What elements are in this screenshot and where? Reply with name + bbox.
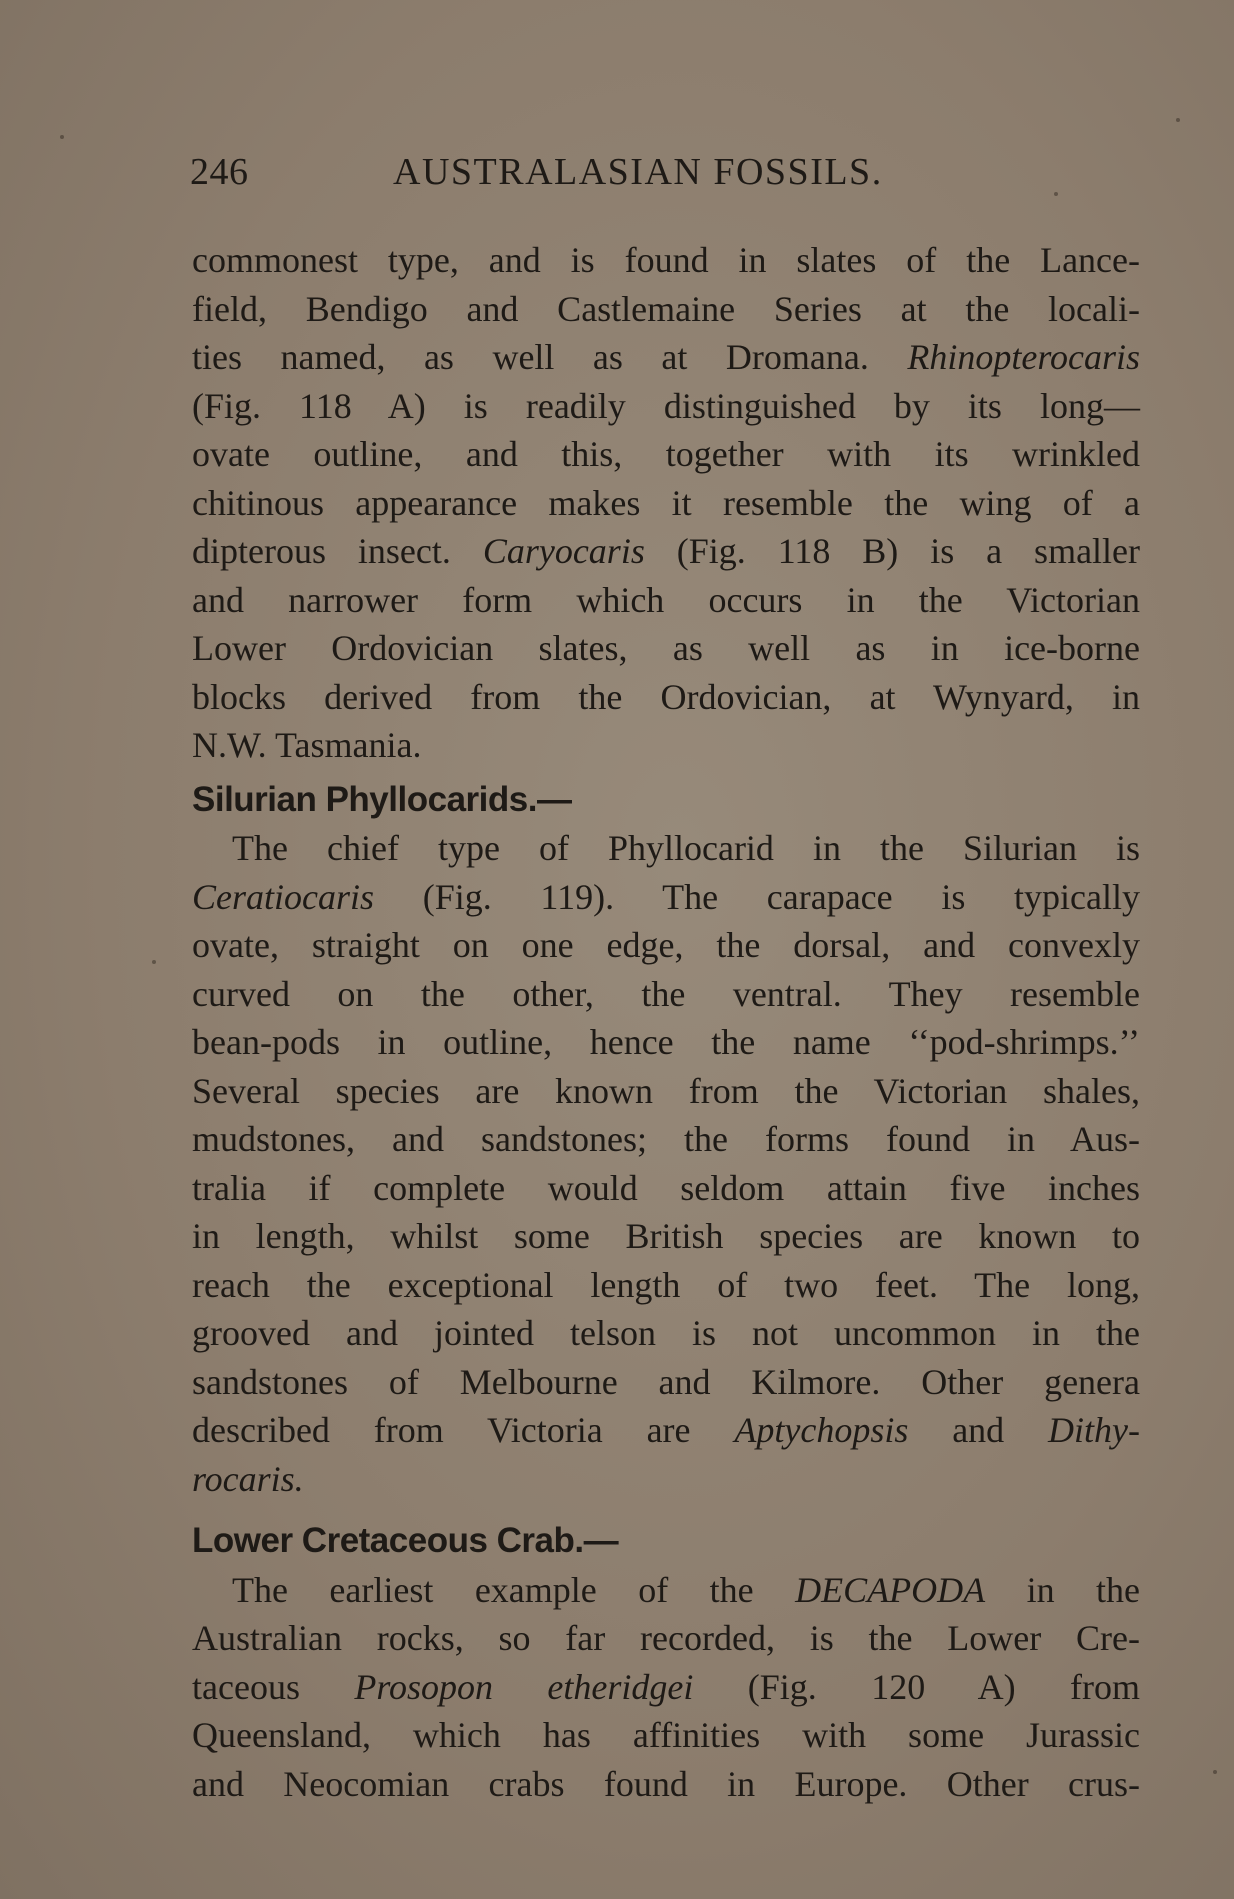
text-line: The earliest example of the DECAPODA in the xyxy=(232,1569,1141,1610)
text-line: ties named, as well as at Dromana. Rhinopterocaris xyxy=(192,337,1140,377)
genus-name: Aptychopsis xyxy=(734,1410,909,1450)
genus-name: Rhinopterocaris xyxy=(907,337,1140,377)
text-line: and narrower form which occurs in the Victorian xyxy=(192,579,1140,620)
order-name: DECAPODA xyxy=(795,1569,986,1610)
paper-speck xyxy=(152,960,156,964)
text-line: commonest type, and is found in slates of the Lance- xyxy=(192,240,1140,280)
paper-speck xyxy=(1176,118,1180,122)
text-line xyxy=(192,1455,1140,1504)
section-heading-cretaceous: Lower Cretaceous Crab.— xyxy=(192,1521,619,1560)
text-line: in length, whilst some British species are known to xyxy=(192,1216,1140,1256)
text-line: blocks derived from the Ordovician, at Wynyard, in xyxy=(192,676,1140,717)
genus-name: Dithy- xyxy=(1048,1410,1140,1450)
genus-name: Caryocaris xyxy=(482,531,645,571)
genus-name: Ceratiocaris xyxy=(192,876,375,917)
text-line: reach the exceptional length of two feet. The long, xyxy=(192,1264,1140,1305)
text-line: ovate, straight on one edge, the dorsal, and convexly xyxy=(192,925,1140,965)
text-line: grooved and jointed telson is not uncommon in the xyxy=(192,1313,1140,1353)
page-number: 246 xyxy=(190,151,249,193)
text-line: N.W. Tasmania. xyxy=(192,725,422,765)
genus-name: rocaris. xyxy=(192,1458,304,1499)
text-line: chitinous appearance makes it resemble the wing of a xyxy=(192,482,1140,523)
text-line: taceous Prosopon etheridgei (Fig. 120 A) from xyxy=(192,1666,1140,1707)
text-line: Ceratiocaris (Fig. 119). The carapace is typically xyxy=(192,876,1141,917)
text-line: Lower Ordovician slates, as well as in ice-borne xyxy=(192,628,1140,668)
text-line: Queensland, which has affinities with some Jurassic xyxy=(192,1715,1140,1755)
species-name: Prosopon etheridgei xyxy=(354,1666,694,1707)
text-line: Australian rocks, so far recorded, is the Lower Cre- xyxy=(192,1618,1140,1658)
page-header xyxy=(190,150,1150,200)
page-body xyxy=(192,236,1140,1808)
text-line: (Fig. 118 A) is readily distinguished by its long— xyxy=(192,385,1140,426)
text-line: ovate outline, and this, together with its wrinkled xyxy=(192,434,1140,474)
running-title: AUSTRALASIAN FOSSILS. xyxy=(393,151,883,193)
text-line: and Neocomian crabs found in Europe. Other crus- xyxy=(192,1763,1140,1804)
text-line: described from Victoria are Aptychopsis and Dithy- xyxy=(192,1410,1140,1450)
text-line: Several species are known from the Victorian shales, xyxy=(192,1070,1140,1111)
paper-speck xyxy=(1213,1770,1217,1774)
text-line: bean-pods in outline, hence the name ‘‘pod-shrimps.’’ xyxy=(192,1022,1140,1062)
text-line: dipterous insect. Caryocaris (Fig. 118 B) is a smaller xyxy=(192,531,1141,571)
text-line: tralia if complete would seldom attain five inches xyxy=(192,1167,1140,1208)
text-line: sandstones of Melbourne and Kilmore. Other genera xyxy=(192,1361,1140,1402)
section-heading-silurian: Silurian Phyllocarids.— xyxy=(192,779,572,819)
text-line: mudstones, and sandstones; the forms found in Aus- xyxy=(192,1119,1140,1159)
text-line: curved on the other, the ventral. They resemble xyxy=(192,973,1140,1014)
paper-speck xyxy=(60,135,64,139)
text-line: The chief type of Phyllocarid in the Silurian is xyxy=(232,828,1140,868)
paper-speck xyxy=(1054,192,1058,196)
text-line: field, Bendigo and Castlemaine Series at the locali- xyxy=(192,288,1140,329)
